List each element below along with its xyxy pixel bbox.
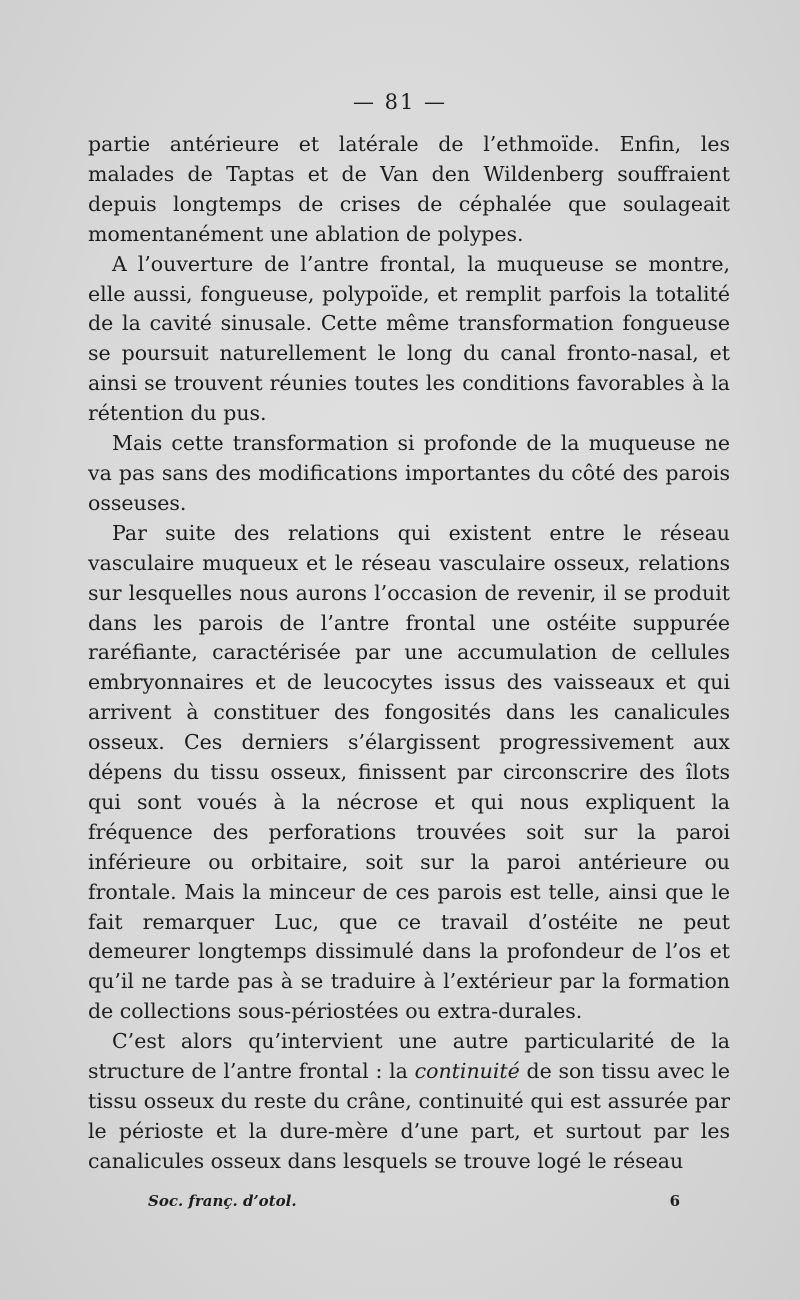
paragraph-1: partie antérieure et latérale de l’ethmoïde. Enfin, les malades de Taptas et de Van den Wildenberg souffraient depuis longtemps de crises de céphalée que soulageait momentanément une ablation de polypes. xyxy=(88,132,730,246)
page-number: — 81 — xyxy=(352,90,448,114)
paragraph-4: Par suite des relations qui existent entre le réseau vasculaire muqueux et le réseau vasculaire osseux, relations sur lesquelles nous aurons l’occasion de revenir, il se produit dans les parois de l’antre frontal une ostéite suppurée raréfiante, caractérisée par une accumulation de cellules embryonnaires et de leucocytes issus des vaisseaux et qui arrivent à constituer des fongosités dans les canalicules osseux. Ces derniers s’élargissent progressivement aux dépens du tissu osseux, finissent par circonscrire des îlots qui sont voués à la nécrose et qui nous expliquent la fréquence des perforations trouvées soit sur la paroi inférieure ou orbitaire, soit sur la paroi antérieure ou frontale. Mais la minceur de ces parois est telle, ainsi que le fait remarquer Luc, que ce travail d’ostéite ne peut demeurer longtemps dissimulé dans la profondeur de l’os et qu’il ne tarde pas à se traduire à l’extérieur par la formation de collections sous-périostées ou extra-durales. xyxy=(88,520,730,1024)
body-text xyxy=(88,130,730,1177)
paragraph-5-start: C’est alors qu’intervient une autre particularité de la structure de l’antre frontal : la xyxy=(88,1029,730,1084)
footer-signature-number: 6 xyxy=(669,1192,680,1210)
footer-journal-signature: Soc. franç. d’otol. xyxy=(148,1192,297,1210)
paragraph-5 xyxy=(88,1027,730,1177)
page-footer xyxy=(148,1192,680,1210)
paragraph-3: Mais cette transformation si profonde de la muqueuse ne va pas sans des modifications importantes du côté des parois osseuses. xyxy=(88,431,730,515)
paragraph-5-end: de son tissu avec le tissu osseux du reste du crâne, continuité qui est assurée par le périoste et la dure-mère d’une part, et surtout par les canalicules osseux dans lesquels se trouve logé le réseau xyxy=(88,1059,730,1173)
paragraph-2: A l’ouverture de l’antre frontal, la muqueuse se montre, elle aussi, fongueuse, polypoïde, et remplit parfois la totalité de la cavité sinusale. Cette même transformation fongueuse se poursuit naturellement le long du canal fronto-nasal, et ainsi se trouvent réunies toutes les conditions favorables à la rétention du pus. xyxy=(88,251,730,426)
emphasized-word: continuité xyxy=(414,1059,520,1084)
